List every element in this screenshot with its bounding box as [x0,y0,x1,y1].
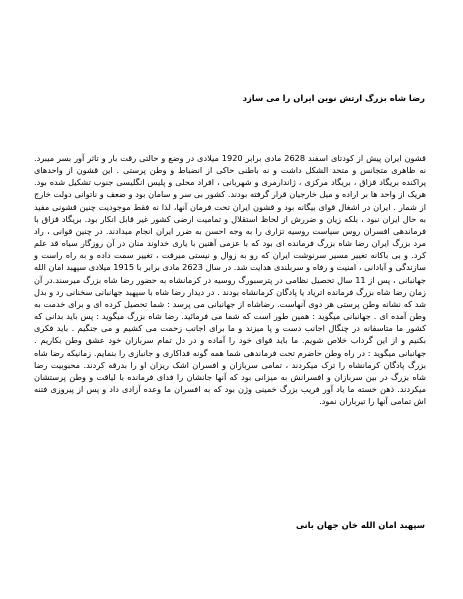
author-signature: سپهبد امان الله خان جهان بانی [296,520,425,530]
document-paragraph: قشون ایران پیش از کودتای اسفند 2628 مادی برابر 1920 میلادی در وضع و حالتی رقت بار و تاثر آور بسر میبرد. نه ظاهری متجانس و متحد الشکل داشت و نه باطنی حاکی از انضباط و وطن پرستی . این قشون از واحدهای پراکنده بریگاد قزاق ، بریگاد مرکزی ، ژاندارمری و شهربانی ، افراد محلی و پلیس انگلیسی جنوب تشکیل شده بود. هریک از واحد ها بر اراده و میل خارجیان قرار گرفته بودند. کشور بی سر و سامان بود و ضعف و ناتوانی دولت خارج از شمار . ایران در اشغال قوای بیگانه بود و قشون ایران تحت فرمان آنها، لذا نه فقط موجودیت چنین قشونی مفید به حال ایران نبود ، بلکه زیان و ضررش از لحاظ استقلال و تمامیت ارضی کشور غیر قابل انکار بود. بریگاد قزاق با فرماندهی افسران روس سیاست روسیه تزاری را به وجه احسن به ضرر ایران انجام میدادند. در چنین قوانی ، راد مرد بزرگ ایران رضا شاه بزرگ فرمانده ای بود که با عزمی آهنین با یاری خداوند منان در آن روزگار سیاه قد علم کرد. و بی باکانه تغییر مسیر سرنوشت ایران که رو به زوال و نیستی میرفت ، تغییر سمت داده و به راه راست و سازندگی و آبادانی ، امنیت و رفاه و سربلندی هدایت شد. در سال 2623 مادی برابر با 1915 میلادی سپهبد امان الله جهانبانی ، پس از 11 سال تحصیل نظامی در پترسبورگ روسیه در کرمانشاه به حضور رضا شاه بزرگ میرسند.در آن زمان رضا شاه بزرگ فرمانده اتریاد یا پادگان کرمانشاه بودند . در دیدار رضا شاه با سپهبد جهانبانی سخنانی رد و بدل شد که نشانه وطن پرستی هر دوی آنهاست. رضاشاه از جهانبانی می پرسد : شما تحصیل کرده ای و برای خدمت به وطن آمده ای . جهانبانی میگوید : همین طور است که شما می فرمائید. رضا شاه بزرگ میگوید : پس باید بدانی که کشور ما متاسفانه در چنگال اجانب دست و پا میزند و ما برای اجانب زحمت می کشیم و می جنگیم . باید فکری بکنیم و از این گرداب خلاص شویم. ما باید قوای خود را آماده و در دل تمام سربازان خود عشق وطن بکاریم . جهانبانی میگوید : در راه وطن حاضرم تحت فرماندهی شما همه گونه فداکاری و جانبازی را بنمایم. زمانیکه رضا شاه بزرگ پادگان کرمانشاه را ترک میکردند ، تمامی سربازان و افسران اشک ریزان او را بدرقه کردند. محبوبیت رضا شاه بزرگ در بین سربازان و افسرانش به میزانی بود که آنها جانشان را فدای فرمانده با لیاقت و وطن پرستشان میکردند. ذهن خسته ما یاد آور فریب بزرگ خمینی وژن بود که به افسران ما وعده آزادی داد و پس از پیروزی فتنه اش تمامی آنها را تیرباران نمود. [34,153,426,407]
document-title: رضا شاه بزرگ ارتش نوین ایران را می سازد [242,93,425,103]
